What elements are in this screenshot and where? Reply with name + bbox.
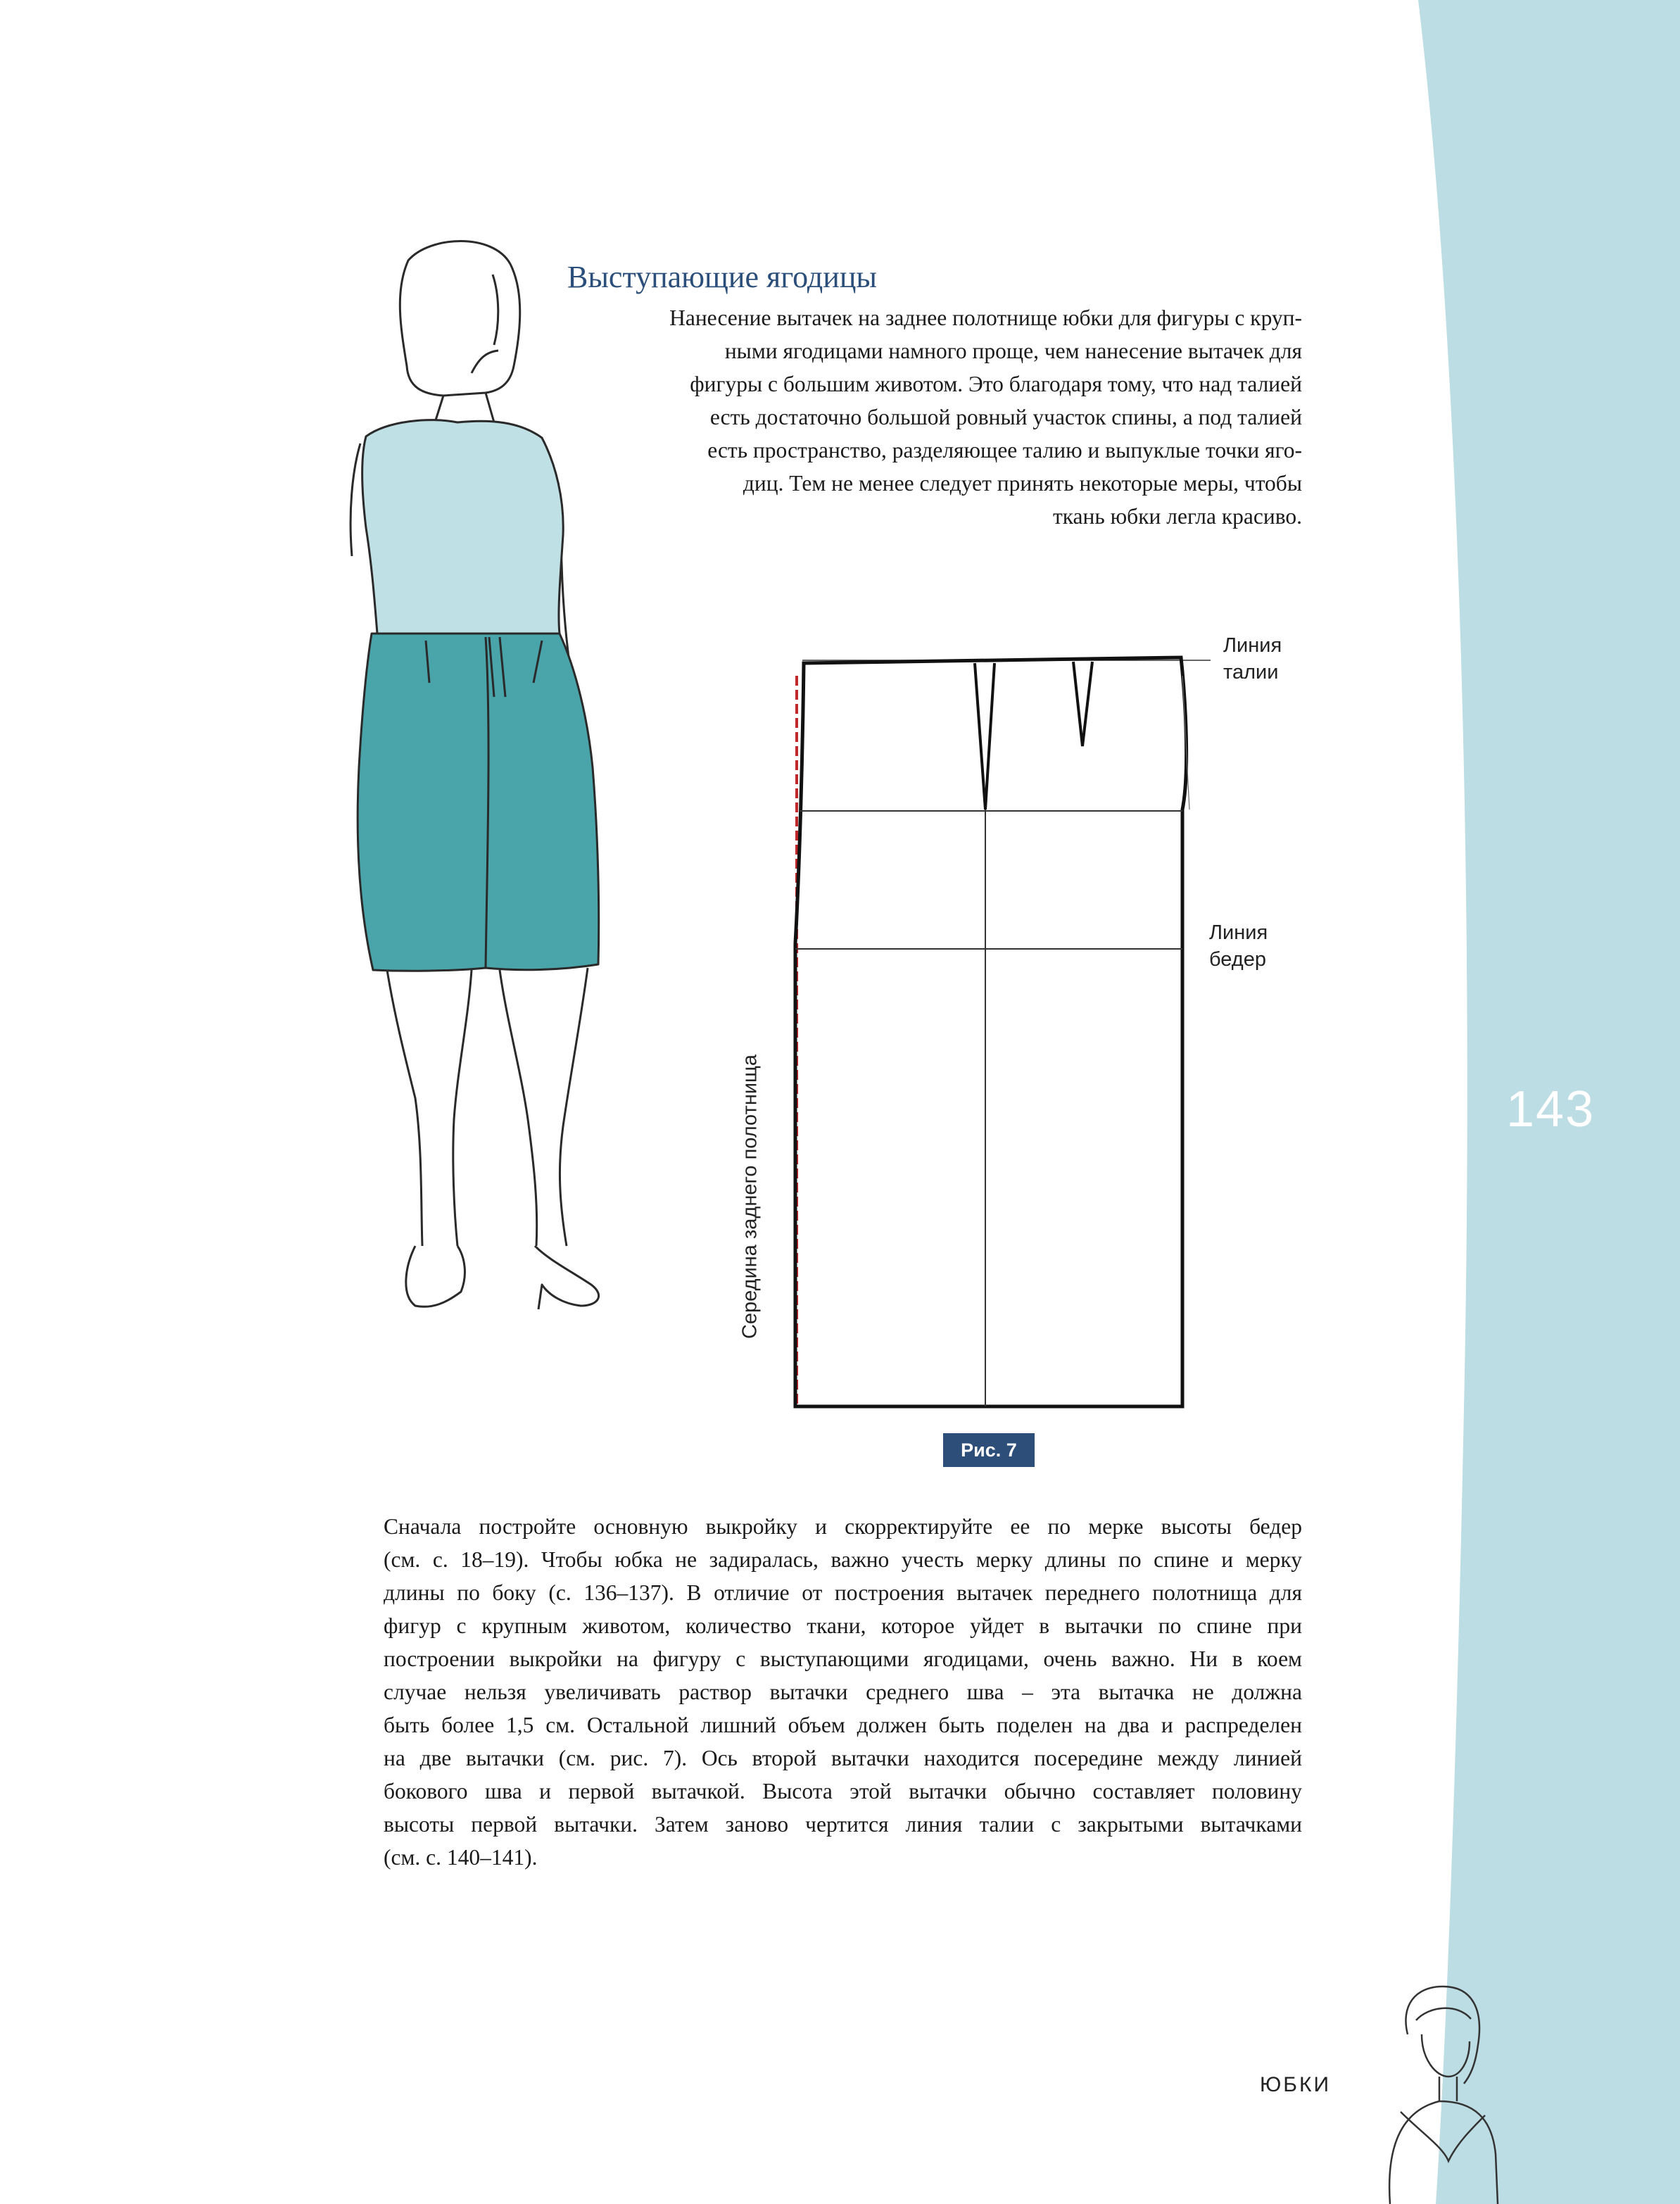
body-line: (см. с. 140–141). — [384, 1845, 538, 1870]
intro-line: ными ягодицами намного проще, чем нанесение вытачек для — [724, 339, 1302, 363]
intro-line: диц. Тем не менее следует принять некоторые меры, чтобы — [743, 471, 1302, 496]
dart-second — [1073, 662, 1092, 746]
body-paragraph — [384, 1510, 1302, 1874]
intro-line: есть достаточно большой ровный участок спины, а под талией — [709, 405, 1302, 429]
pattern-outline — [795, 657, 1187, 1406]
body-line: Сначала постройте основную выкройку и скорректируйте ее по мерке высоты бедер — [384, 1514, 1302, 1539]
section-heading: Выступающие ягодицы — [567, 260, 877, 294]
body-line: быть более 1,5 см. Остальной лишний объем должен быть поделен на два и распределен — [384, 1713, 1302, 1737]
waist-line-label: Линия талии — [1223, 634, 1282, 684]
section-label: ЮБКИ — [1260, 2073, 1332, 2096]
center-back-label: Середина заднего полотнища — [738, 1054, 762, 1340]
hip-line-label: Линия бедер — [1209, 921, 1268, 971]
dart-first — [975, 663, 994, 810]
body-line: построении выкройки на фигуру с выступающими ягодицами, очень важно. Ни в коем — [384, 1646, 1302, 1671]
intro-line: ткань юбки легла красиво. — [1052, 504, 1302, 529]
body-line: высоты первой вытачки. Затем заново чертится линия талии с закрытыми вытачками — [384, 1812, 1302, 1837]
body-line: бокового шва и первой вытачкой. Высота этой вытачки обычно составляет половину — [384, 1779, 1302, 1803]
body-line: на две вытачки (см. рис. 7). Ось второй вытачки находится посередине между линией — [384, 1746, 1302, 1770]
intro-line: есть пространство, разделяющее талию и выпуклые точки яго- — [707, 438, 1302, 462]
figure-caption: Рис. 7 — [943, 1433, 1035, 1467]
body-line: длины по боку (с. 136–137). В отличие от построения вытачек переднего полотнища для — [384, 1580, 1302, 1605]
body-line: (см. с. 18–19). Чтобы юбка не задиралась, важно учесть мерку длины по спине и мерку — [384, 1547, 1302, 1572]
intro-line: фигуры с большим животом. Это благодаря тому, что над талией — [690, 372, 1302, 396]
intro-line: Нанесение вытачек на заднее полотнище юбки для фигуры с круп- — [669, 306, 1302, 330]
body-line: случае нельзя увеличивать раствор вытачки среднего шва – эта вытачка не должна — [384, 1680, 1302, 1704]
page-number: 143 — [1506, 1081, 1596, 1138]
body-line: фигур с крупным животом, количество ткани, которое уйдет в вытачки по спине при — [384, 1613, 1302, 1638]
